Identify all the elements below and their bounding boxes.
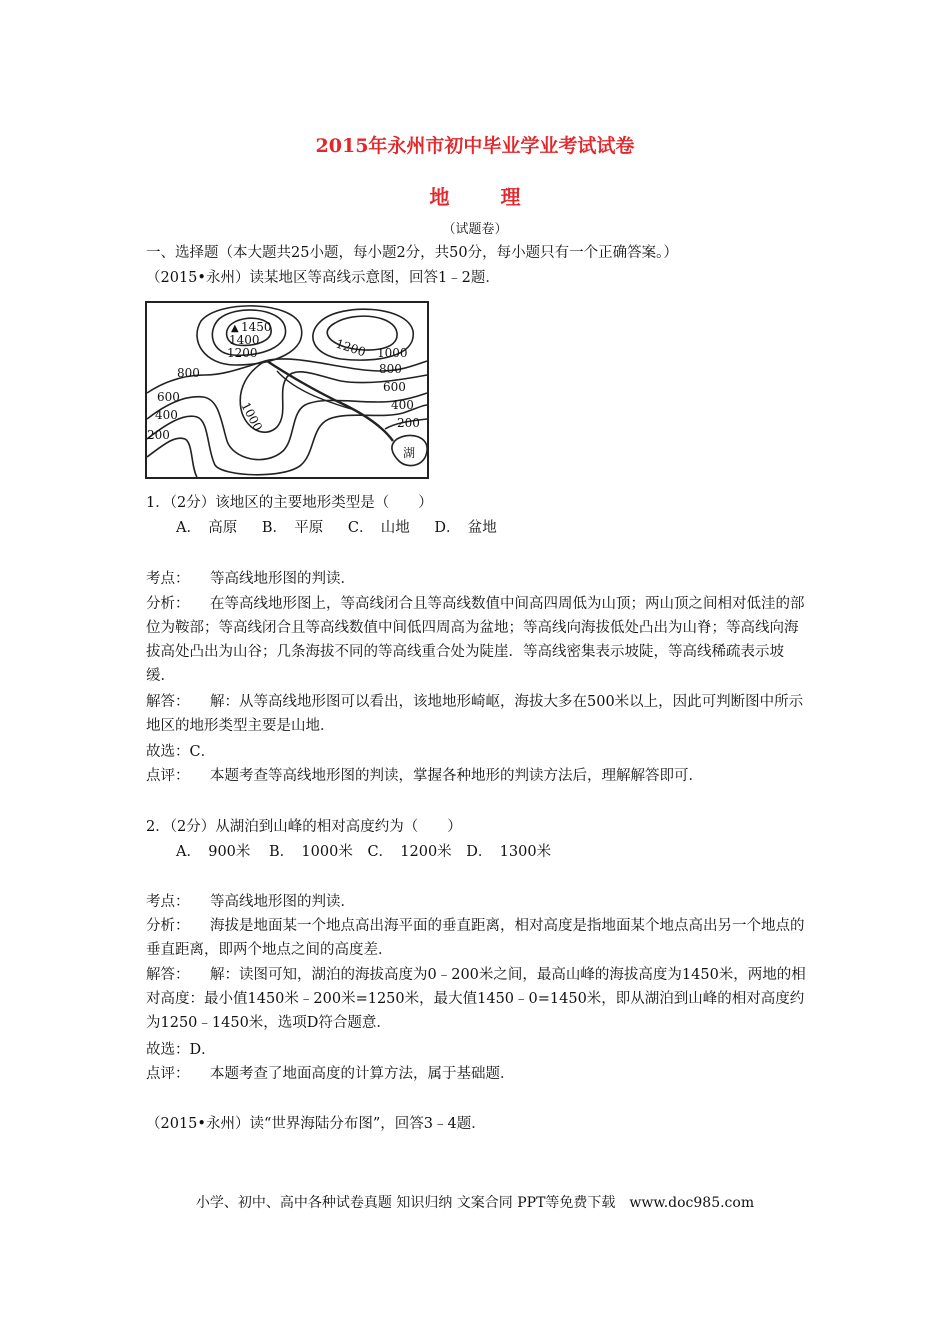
q1-option-a[interactable]: A． 高原	[176, 520, 238, 536]
q2-option-d[interactable]: D． 1300米	[466, 844, 552, 860]
contour-label: 200	[147, 428, 170, 442]
contour-label: 400	[155, 408, 178, 422]
kaodian-label: 考点：	[146, 571, 190, 587]
contour-label: 800	[177, 366, 200, 380]
q1-dianping	[146, 764, 806, 788]
q1-answer: 故选：C．	[146, 744, 216, 760]
q2-answer: 故选：D．	[146, 1042, 216, 1058]
contour-label: 1200	[227, 346, 258, 360]
next-question-intro: （2015•永州）读“世界海陆分布图”，回答3﹣4题．	[146, 1116, 486, 1132]
q1-option-b[interactable]: B． 平原	[261, 520, 324, 536]
dianping-label: 点评：	[146, 768, 190, 784]
q1-options	[176, 516, 517, 540]
question-group-intro: （2015•永州）读某地区等高线示意图，回答1﹣2题．	[146, 270, 500, 286]
fenxi-text: 海拔是地面某一个地点高出海平面的垂直距离，相对高度是指地面某个地点高出另一个地点的垂直距离，即两个地点之间的高度差．	[146, 918, 805, 958]
contour-label: 400	[391, 398, 414, 412]
peak-triangle-icon: ▲	[231, 323, 239, 334]
contour-label: 1000	[238, 399, 266, 434]
contour-map	[145, 301, 429, 479]
q2-stem: 2．（2分）从湖泊到山峰的相对高度约为（ ）	[146, 819, 462, 835]
fenxi-label: 分析：	[146, 918, 190, 934]
contour-label: 600	[383, 380, 406, 394]
jieda-text: 解：从等高线地形图可以看出，该地地形崎岖，海拔大多在500米以上，因此可判断图中所示地区的地形类型主要是山地．	[146, 694, 804, 734]
kaodian-text: 等高线地形图的判读．	[210, 894, 355, 910]
q1-stem: 1．（2分）该地区的主要地形类型是（ ）	[146, 495, 433, 511]
contour-label: 800	[379, 362, 402, 376]
contour-label: 200	[397, 416, 420, 430]
dianping-label: 点评：	[146, 1066, 190, 1082]
q2-options	[176, 840, 571, 864]
q1-option-c[interactable]: C． 山地	[347, 520, 410, 536]
contour-label: 1450	[241, 320, 272, 334]
jieda-label: 解答：	[146, 967, 190, 983]
section-heading: 一、选择题（本大题共25小题，每小题2分，共50分，每小题只有一个正确答案。）	[146, 245, 678, 261]
jieda-label: 解答：	[146, 694, 190, 710]
contour-label: 1200	[334, 336, 368, 360]
q2-kaodian	[146, 890, 806, 914]
lake-label: 湖	[403, 446, 416, 460]
paper-title: 2015年永州市初中毕业学业考试试卷	[315, 135, 635, 157]
paper-tag: （试题卷）	[442, 222, 508, 237]
fenxi-text: 在等高线地形图上，等高线闭合且等高线数值中间高四周低为山顶；两山顶之间相对低洼的部位为鞍部；等高线闭合且等高线数值中间低四周高为盆地；等高线向海拔低处凸出为山脊；等高线向海拔高处凸出为山谷；几条海拔不同的等高线重合处为陡崖．等高线密集表示坡陡，等高线稀疏表示坡缓．	[146, 596, 805, 684]
q2-fenxi	[146, 914, 806, 962]
contour-label: 600	[157, 390, 180, 404]
fenxi-label: 分析：	[146, 596, 190, 612]
contour-label: 1000	[377, 346, 408, 360]
kaodian-label: 考点：	[146, 894, 190, 910]
kaodian-text: 等高线地形图的判读．	[210, 571, 355, 587]
q2-dianping	[146, 1062, 806, 1086]
subject-title: 地 理	[429, 185, 543, 209]
q2-option-c[interactable]: C． 1200米	[367, 844, 452, 860]
q1-jieda	[146, 690, 806, 738]
dianping-text: 本题考查了地面高度的计算方法，属于基础题．	[210, 1066, 515, 1082]
page-footer: 小学、初中、高中各种试卷真题 知识归纳 文案合同 PPT等免费下载 www.doc985.com	[195, 1195, 755, 1211]
q1-option-d[interactable]: D． 盆地	[434, 520, 497, 536]
jieda-text: 解：读图可知，湖泊的海拔高度为0﹣200米之间，最高山峰的海拔高度为1450米，两地的相对高度：最小值1450米﹣200米=1250米，最大值1450﹣0=1450米，即从湖泊到山峰的相对高度约为1250﹣1450米，选项D符合题意．	[146, 967, 806, 1031]
q1-kaodian	[146, 567, 806, 591]
q1-fenxi	[146, 592, 806, 688]
q2-jieda	[146, 963, 806, 1035]
dianping-text: 本题考查等高线地形图的判读，掌握各种地形的判读方法后，理解解答即可．	[210, 768, 703, 784]
q2-option-a[interactable]: A． 900米	[176, 844, 251, 860]
contour-label: 1400	[229, 333, 260, 347]
q2-option-b[interactable]: B． 1000米	[269, 844, 353, 860]
